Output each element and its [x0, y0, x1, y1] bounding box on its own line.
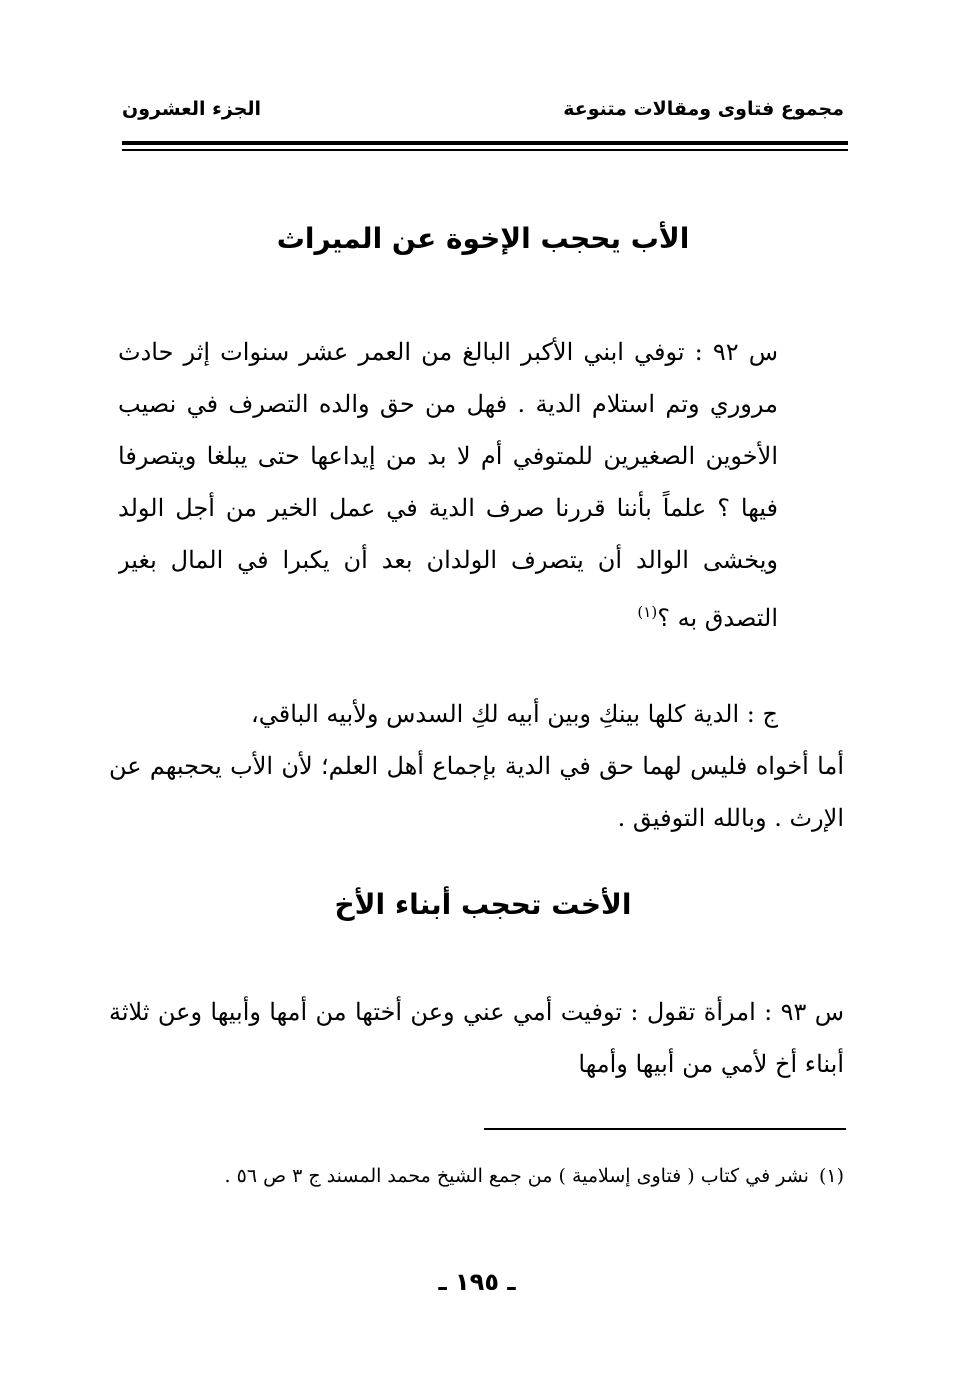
section-title-1: الأب يحجب الإخوة عن الميراث — [276, 222, 690, 255]
footnote-text: نشر في كتاب ( فتاوى إسلامية ) من جمع الشيخ محمد المسند ج ٣ ص ٥٦ . — [224, 1165, 809, 1187]
answer-92-first-line: ج : الدية كلها بينكِ وبين أبيه لكِ السدس ولأبيه الباقي، — [250, 700, 778, 728]
footnote — [109, 1156, 844, 1196]
footnote-separator — [484, 1128, 846, 1130]
header-rule-thick — [122, 141, 848, 145]
section-title-2: الأخت تحجب أبناء الأخ — [334, 888, 632, 921]
header-rule-thin — [122, 149, 848, 151]
footnote-ref: (١) — [637, 603, 658, 621]
question-92 — [118, 326, 778, 672]
running-header-volume: الجزء العشرون — [122, 98, 262, 120]
question-93: س ٩٣ : امرأة تقول : توفيت أمي عني وعن أختها من أمها وأبيها وعن ثلاثة أبناء أخ لأمي من أبيها وأمها — [109, 998, 844, 1078]
question-92-text: س ٩٢ : توفي ابني الأكبر البالغ من العمر عشر سنوات إثر حادث مروري وتم استلام الدية . فهل من حق والده التصرف في نصيب الأخوين الصغيرين للمتوفي أم لا بد من إيداعها حتى يبلغا ويتصرفا فيها ؟ علماً بأننا قررنا صرف الدية في عمل الخير من أجل الولد ويخشى الوالد أن يتصرف الولدان بعد أن يكبرا في المال بغير التصدق به ؟ — [118, 338, 778, 632]
footnote-number: (١) — [818, 1165, 844, 1187]
page-number: ـ ١٩٥ ـ — [438, 1268, 516, 1296]
running-header-book-title: مجموع فتاوى ومقالات متنوعة — [563, 98, 844, 120]
answer-92-rest: أما أخواه فليس لهما حق في الدية بإجماع أهل العلم؛ لأن الأب يحجبهم عن الإرث . وبالله التوفيق . — [109, 752, 844, 832]
